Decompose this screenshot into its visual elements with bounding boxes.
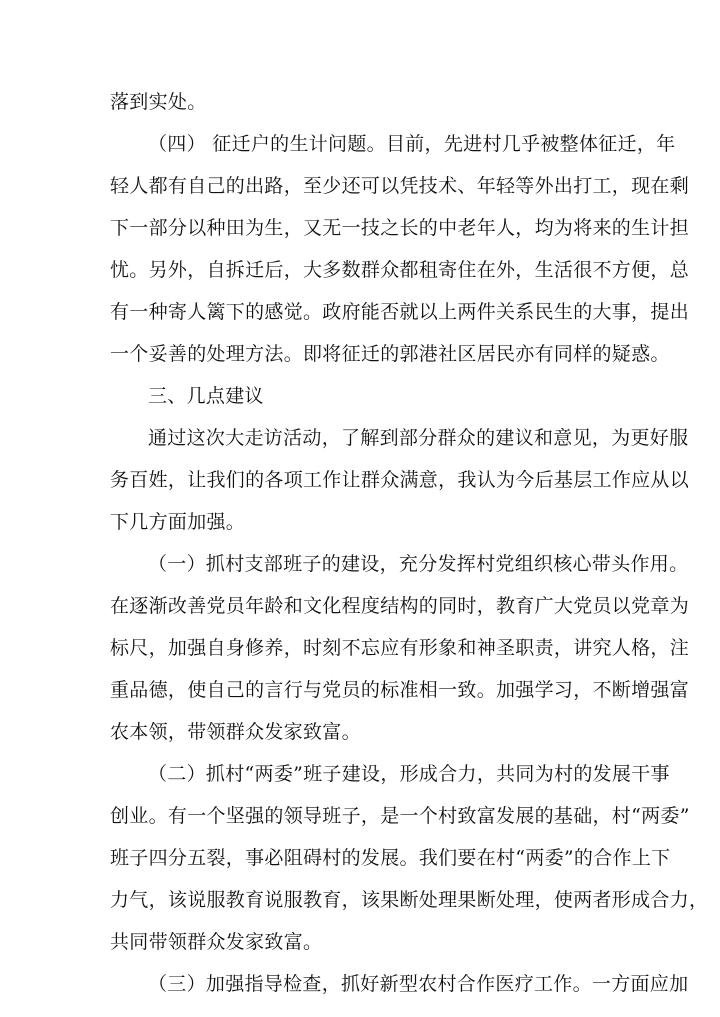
text-line: 忧。另外，自拆迁后，大多数群众都租寄住在外，生活很不方便，总	[110, 259, 690, 281]
text-line: 创业。有一个坚强的领导班子，是一个村致富发展的基础，村“两委”	[110, 805, 690, 827]
text-line: 下一部分以种田为生，又无一技之长的中老年人，均为将来的生计担	[110, 217, 690, 239]
text-line: 标尺，加强自身修养，时刻不忘应有形象和神圣职责，讲究人格，注	[110, 637, 690, 659]
text-line: （一）抓村支部班子的建设，充分发挥村党组织核心带头作用。	[148, 553, 689, 575]
text-line: 力气，该说服教育说服教育，该果断处理果断处理，使两者形成合力，	[110, 889, 709, 911]
text-line: 下几方面加强。	[110, 511, 246, 533]
text-line: 轻人都有自己的出路，至少还可以凭技术、年轻等外出打工，现在剩	[110, 175, 690, 197]
text-line: 通过这次大走访活动，了解到部分群众的建议和意见，为更好服	[148, 427, 689, 449]
text-line: 落到实处。	[110, 91, 207, 113]
text-line: 在逐渐改善党员年龄和文化程度结构的同时，教育广大党员以党章为	[110, 595, 690, 617]
text-line: 共同带领群众发家致富。	[110, 931, 323, 953]
text-line: 务百姓，让我们的各项工作让群众满意，我认为今后基层工作应从以	[110, 469, 690, 491]
text-line: 农本领，带领群众发家致富。	[110, 721, 361, 743]
text-line: 一个妥善的处理方法。即将征迁的郭港社区居民亦有同样的疑惑。	[110, 343, 670, 365]
text-line: （三）加强指导检查，抓好新型农村合作医疗工作。一方面应加	[148, 973, 689, 995]
text-line: （二）抓村“两委”班子建设，形成合力，共同为村的发展干事	[148, 763, 670, 785]
section-heading: 三、几点建议	[148, 385, 264, 407]
text-line: （四） 征迁户的生计问题。目前，先进村几乎被整体征迁，年	[148, 133, 676, 155]
text-line: 班子四分五裂，事必阻碍村的发展。我们要在村“两委”的合作上下	[110, 847, 671, 869]
text-line: 有一种寄人篱下的感觉。政府能否就以上两件关系民生的大事，提出	[110, 301, 690, 323]
text-line: 重品德，使自己的言行与党员的标准相一致。加强学习，不断增强富	[110, 679, 690, 701]
